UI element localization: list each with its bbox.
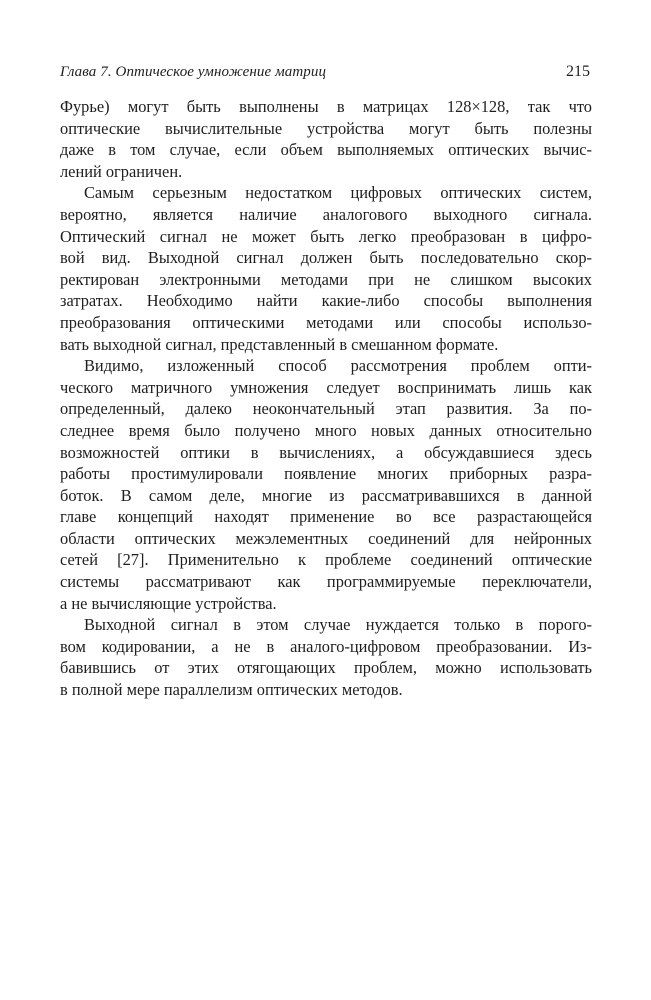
text-line: определенный, далеко неокончательный этап развития. За по- [60,399,592,419]
text-line: затратах. Необходимо найти какие-либо способы выполнения [60,291,592,311]
text-line: работы простимулировали появление многих приборных разра- [60,464,592,484]
text-line: Фурье) могут быть выполнены в матрицах 128×128, так что [60,97,592,116]
page-number: 215 [566,63,590,80]
text-line: главе концепций находят применение во все разрастающейся [60,507,592,527]
text-line: Самым серьезным недостатком цифровых оптических систем, [84,183,592,203]
text-line: лений ограничен. [60,161,183,181]
text-line: в полной мере параллелизм оптических методов. [60,680,403,700]
text-line: ректирован электронными методами при не слишком высоких [60,269,592,289]
text-line: ческого матричного умножения следует воспринимать лишь как [60,377,592,397]
paragraph [60,614,592,700]
paragraph [60,96,592,182]
text-line: следнее время было получено много новых данных относительно [60,420,592,440]
text-line: даже в том случае, если объем выполняемых оптических вычис- [60,140,592,160]
text-line: области оптических межэлементных соединений для нейронных [60,528,592,548]
page-header [60,60,590,86]
text-line: Выходной сигнал в этом случае нуждается только в порого- [84,615,592,635]
text-line: вать выходной сигнал, представленный в смешанном формате. [60,334,499,354]
text-line: сетей [27]. Применительно к проблеме соединений оптические [60,550,592,570]
text-line: вом кодировании, а не в аналого-цифровом преобразовании. Из- [60,636,592,656]
text-line: возможностей оптики в вычислениях, а обсуждавшиеся здесь [60,442,592,462]
text-line: преобразования оптическими методами или способы использо- [60,312,592,332]
text-line: оптические вычислительные устройства могут быть полезны [60,118,592,138]
running-head: Глава 7. Оптическое умножение матриц [60,64,327,80]
text-line: боток. В самом деле, многие из рассматривавшихся в данной [60,485,592,505]
text-line: а не вычисляющие устройства. [60,593,277,613]
body-text [60,96,592,701]
text-line: вероятно, является наличие аналогового выходного сигнала. [60,204,592,224]
text-line: Оптический сигнал не может быть легко преобразован в цифро- [60,226,592,246]
paragraph [60,182,592,355]
text-line: бавившись от этих отягощающих проблем, можно использовать [60,658,592,678]
text-line: системы рассматривают как программируемые переключатели, [60,572,592,592]
paragraph [60,355,592,614]
text-line: вой вид. Выходной сигнал должен быть последовательно скор- [60,248,592,268]
text-line: Видимо, изложенный способ рассмотрения проблем опти- [84,356,592,376]
